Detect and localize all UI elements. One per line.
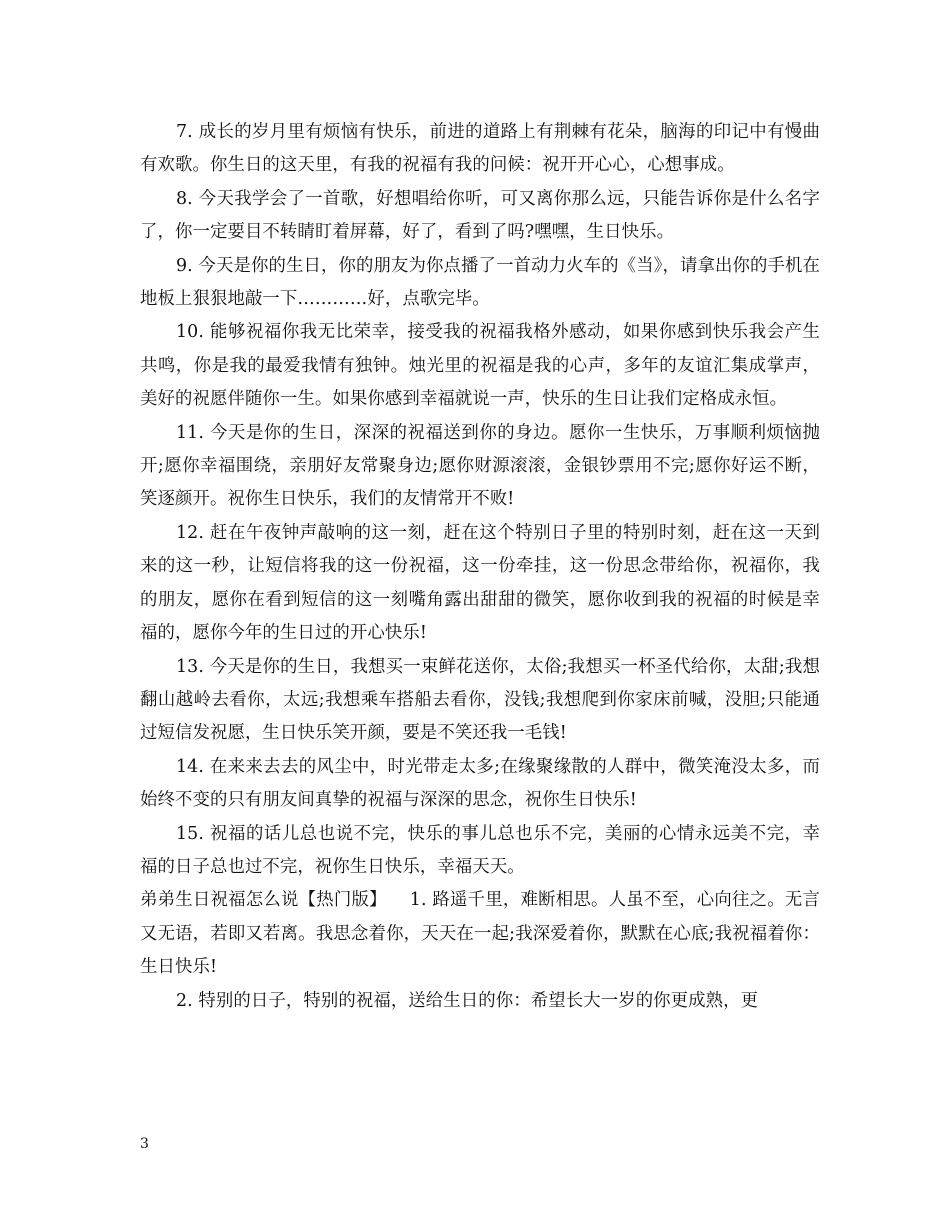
paragraph-14: 14. 在来来去去的风尘中，时光带走太多;在缘聚缘散的人群中，微笑淹没太多，而始终不变的只有朋友间真挚的祝福与深深的思念，祝你生日快乐! — [140, 756, 820, 811]
paragraph-13: 13. 今天是你的生日，我想买一束鲜花送你，太俗;我想买一杯圣代给你，太甜;我想翻山越岭去看你，太远;我想乘车搭船去看你，没钱;我想爬到你家床前喊，没胆;只能通过短信发祝愿，生日快乐笑开颜，要是不笑还我一毛钱! — [140, 656, 820, 744]
paragraph-7: 7. 成长的岁月里有烦恼有快乐，前进的道路上有荆棘有花朵，脑海的印记中有慢曲有欢歌。你生日的这天里，有我的祝福有我的问候：祝开开心心，心想事成。 — [140, 122, 820, 176]
paragraph-10: 10. 能够祝福你我无比荣幸，接受我的祝福我格外感动，如果你感到快乐我会产生共鸣，你是我的最爱我情有独钟。烛光里的祝福是我的心声，多年的友谊汇集成掌声，美好的祝愿伴随你一生。如果你感到幸福就说一声，快乐的生日让我们定格成永恒。 — [140, 322, 820, 410]
paragraph-11: 11. 今天是你的生日，深深的祝福送到你的身边。愿你一生快乐，万事顺利烦恼抛开;愿你幸福围绕，亲朋好友常聚身边;愿你财源滚滚，金银钞票用不完;愿你好运不断，笑逐颜开。祝你生日快乐，我们的友情常开不败! — [140, 422, 820, 510]
document-body — [140, 116, 820, 1018]
paragraph-15: 15. 祝福的话儿总也说不完，快乐的事儿总也乐不完，美丽的心情永远美不完，幸福的日子总也过不完，祝你生日快乐，幸福天天。 — [140, 823, 820, 877]
section-heading-paragraph: 弟弟生日祝福怎么说【热门版】 1. 路遥千里，难断相思。人虽不至，心向往之。无言又无语，若即又若离。我思念着你，天天在一起;我深爱着你，默默在心底;我祝福着你：生日快乐! — [140, 890, 820, 978]
paragraph-8: 8. 今天我学会了一首歌，好想唱给你听，可又离你那么远，只能告诉你是什么名字了，你一定要目不转睛盯着屏幕，好了，看到了吗?嘿嘿，生日快乐。 — [140, 188, 820, 243]
page-number: 3 — [140, 1136, 149, 1152]
paragraph-12: 12. 赶在午夜钟声敲响的这一刻，赶在这个特别日子里的特别时刻，赶在这一天到来的这一秒，让短信将我的这一份祝福，这一份牵挂，这一份思念带给你，祝福你，我的朋友，愿你在看到短信的这一刻嘴角露出甜甜的微笑，愿你收到我的祝福的时候是幸福的，愿你今年的生日过的开心快乐! — [140, 522, 820, 644]
paragraph-9: 9. 今天是你的生日，你的朋友为你点播了一首动力火车的《当》，请拿出你的手机在地板上狠狠地敲一下…………好，点歌完毕。 — [140, 255, 820, 310]
paragraph-2: 2. 特别的日子，特别的祝福，送给生日的你：希望长大一岁的你更成熟，更 — [176, 990, 759, 1011]
